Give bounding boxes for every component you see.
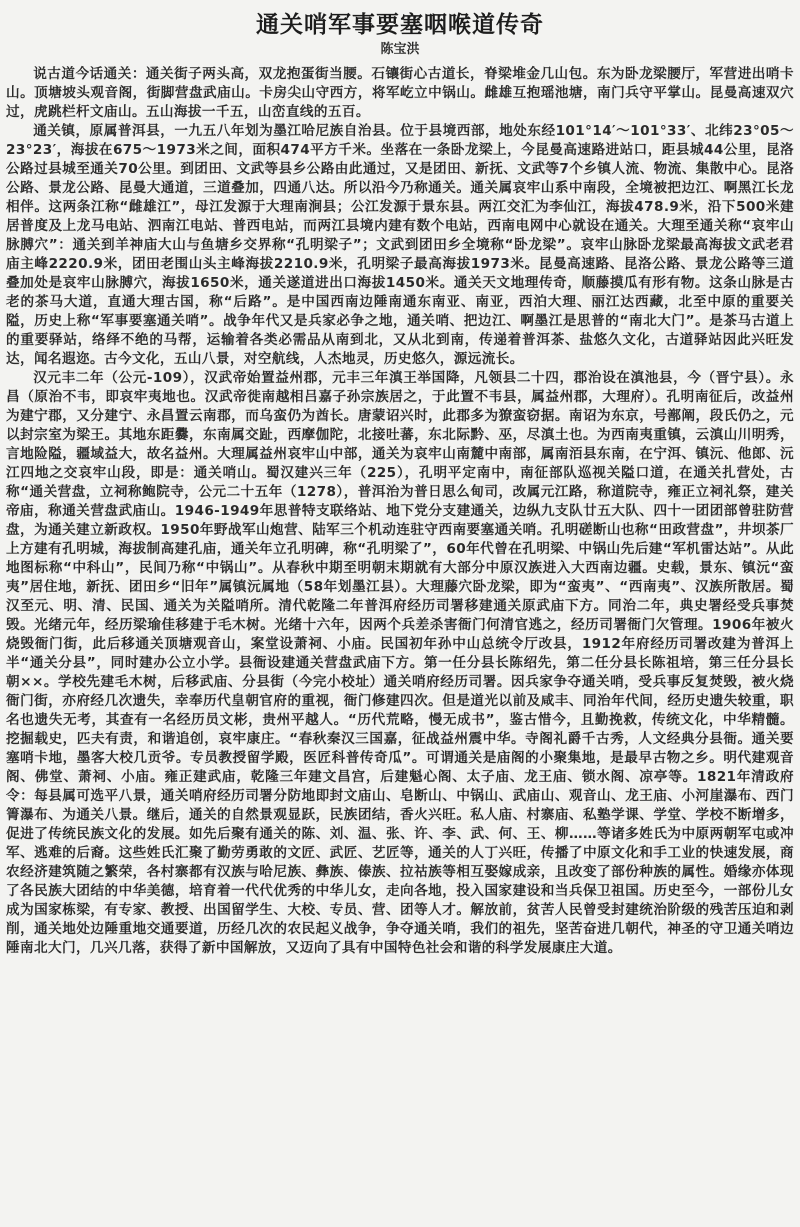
paragraph-town-geography: 通关镇，原属普洱县，一九五八年划为墨江哈尼族自治县。位于县境西部，地处东经101°14′～101°33′、北纬23°05～23°23′，海拔在675～1973米之间，面积474平方千米。坐落在一条卧龙梁上，今昆曼高速路进站口，距县城44公里，昆洛公路过县城至通关70公里。到团田、文武等县乡公路由此通过，又是团田、新抚、文武等7个乡镇人流、物流、集散中心。昆洛公路、景龙公路、昆曼大通道，三道叠加，四通八达。所以沿今乃称通关。通关属哀牢山系中南段，全境被把边江、啊黑江长龙相伴。这两条江称“雌雄江”，母江发源于大理南涧县；公江发源于景东县。两江交汇为李仙江，海拔478.9米，沿下500米建居普度及上龙马电站、泗南江电站、普西电站，而两江县境内建有数个电站，西南电网中心就设在通关。大理至通关称“哀牢山脉膊穴”：通关到羊神庙大山与鱼塘乡交界称“孔明梁子”；文武到团田乡全境称“卧龙梁”。哀牢山脉卧龙梁最高海拔文武老君庙主峰2220.9米，团田老围山头主峰海拔2210.9米，孔明梁子最高海拔1973米。昆曼高速路、昆洛公路、景龙公路等三道叠加处是哀牢山脉膊穴，海拔1650米，通关遂道进出口海拔1450米。通关天文地理传奇，顺藤摸瓜有形有物。这条山脉是古老的茶马大道，直通大理古国，称“后路”。是中国西南边陲南通东南亚、南亚，西泊大理、丽江达西藏，北至中原的重要关隘，历史上称“军事要塞通关哨”。战争年代又是兵家必争之地，通关哨、把边江、啊墨江是思普的“南北大门”。是茶马古道上的重要驿站，络绎不绝的马帮，运输着各类必需品从南到北，又从北到南，传递着普洱茶、盐悠久文化，古道驿站因此兴旺发达，闻名遐迩。古今文化，五山八景，对空航线，人杰地灵，历史悠久，源远流长。	[6, 123, 794, 367]
paragraph-opening-verse: 说古道今话通关：通关街子两头高，双龙抱蛋街当腰。石镶街心古道长，脊梁堆金几山包。东为卧龙梁腰厅，军营进出哨卡山。顶塘坡头观音阁，街脚营盘武庙山。卡房尖山守西方，将军屹立中锅山。雌雄互抱瑶池塘，南门兵守平掌山。昆曼高速双穴过，虎跳栏杆文庙山。五山海拔一千五，山峦直线的五百。	[6, 66, 794, 120]
document-body	[6, 65, 794, 958]
paragraph-history-narrative: 汉元丰二年（公元-109），汉武帝始置益州郡，元丰三年滇王举国降，凡领县二十四，郡治设在滇池县，今（晋宁县）。永昌（原治不韦，即哀牢夷地也。汉武帝徙南越相吕嘉子孙宗族居之，于此置不韦县，属益州郡，大理府）。孔明南征后，改益州为建宁郡，又分建宁、永昌置云南郡，而乌蛮仍为酋长。唐蒙诏兴时，此郡多为獠蛮窃据。南诏为东京，号鄯阐，段氏仍之，元以封宗室为梁王。其地东距爨，东南属交趾，西摩伽陀，北接吐蕃，东北际黔、巫，尽滇土也。为西南夷重镇，云滇山川明秀，言地险隘，疆域益大，故名益州。大理属益州哀牢山中部，通关为哀牢山南麓中南部，属南洦县东南，在宁洱、镇沅、他郎、沅江四地之交哀牢山段，即是：通关哨山。蜀汉建兴三年（225），孔明平定南中，南征部队巡视关隘口道，在通关扎营处，古称“通关营盘，立祠称鲍院寺，公元二十五年（1278），普洱治为普日思么甸司，改属元江路，称道院寺，雍正立祠礼祭，建关帝庙，称通关营盘武庙山。1946-1949年思普特支联络站、地下党分支建通关，边纵九支队廿五大队、四十一团团部曾驻防营盘，为通关建立新政权。1950年野战军山炮营、陆军三个机动连驻守西南要塞通关哨。孔明磋断山也称“田政营盘”，井坝茶厂上方建有孔明城，海拔制高建孔庙，通关年立孔明碑，称“孔明梁了”，60年代曾在孔明梁、中锅山先后建“军机雷达站”。从此地图标称“中科山”，民间乃称“中锅山”。从春秋中期至明朝末期就有大部分中原汉族进入大西南边疆。史载，景东、镇沅“蛮夷”居住地，新抚、团田乡“旧年”属镇沅属地（58年划墨江县）。大理藤穴卧龙梁，即为“蛮夷”、“西南夷”、汉族所散居。蜀汉至元、明、清、民国、通关为关隘哨所。清代乾隆二年普洱府经历司署移建通关原武庙下方。同治二年，典史署经受兵事焚毁。光绪元年，经历梁瑜佳移建于毛木树。光绪十六年，因两个兵差杀害衙门何清官逃之，经历司署衙门欠管理。1906年被火烧毁衙门街，此后移通关顶塘观音山，案堂设萧祠、小庙。民国初年孙中山总统令厅改县，1912年府经历司署改建为普洱上半“通关分县”，同时建办公立小学。县衙设建通关营盘武庙下方。第一任分县长陈绍先，第二任分县长陈祖培，第三任分县长朝××。学校先建毛木树，后移武庙、分县街（今完小校址）通关哨府经历司署。因兵家争夺通关哨，受兵事反复焚毁，被火烧衙门街，亦府经几次遗失，幸奉历代皇朝官府的重视，衙门修建四次。但是道光以前及咸丰、同治年代间，经历史遗失较重，职名也遗失无考，其查有一名经历员文彬，贵州平越人。“历代荒略，慢无成书”，鉴古惜今，且勤挽救，传统文化，中华精髓。挖掘载史，匹夫有责，和谐追创，哀牢康庄。“春秋秦汉三国嘉，征战益州震中华。寺阁礼爵千古秀，人文经典分县衙。通关要塞哨卡地，墨客大校几贡爷。专员教授留学殿，医匠科普传奇瓜”。可谓通关是庙阁的小聚集地，是最早古物之乡。明代建观音阁、佛堂、萧祠、小庙。雍正建武庙，乾隆三年建文昌宫，后建魁心阁、太子庙、龙王庙、锁水阁、凉亭等。1821年清政府令：每县属可选平八景，通关哨府经历司署分防地即封文庙山、皂断山、中锅山、武庙山、观音山、龙王庙、小河崖瀑布、西门箐瀑布、为通关八景。继后，通关的自然景观显跃，民族团结，香火兴旺。私人庙、村寨庙、私塾学课、学堂、学校不断增多，促进了传统民族文化的发展。如先后聚有通关的陈、刘、温、张、许、李、武、何、王、柳……等诸多姓氏为中原两朝军屯或冲军、逃难的后裔。这些姓氏汇聚了勤劳勇敢的文匠、武匠、艺匠等，通关的人丁兴旺，传播了中原文化和手工业的快速发展，商农经济建筑随之繁荣，各村寨都有汉族与哈尼族、彝族、傣族、拉祜族等相互娶嫁成亲，且改变了部份种族的属性。婚缘亦体现了各民族大团结的中华美德，培育着一代代优秀的中华儿女，走向各地，投入国家建设和当兵保卫祖国。历史至今，一部份儿女成为国家栋梁，有专家、教授、出国留学生、大校、专员、营、团等人才。解放前，贫苦人民曾受封建统治阶级的残苦压迫和剥削，通关地处边陲重地交通要道，历经几次的农民起义战争，争夺通关哨，我们的祖先，坚苦奋进几朝代，神圣的守卫通关哨边陲南北大门，几兴几落，获得了新中国解放，又迈向了具有中国特色社会和谐的科学发展康庄大道。	[6, 370, 794, 956]
document-author: 陈宝洪	[380, 42, 420, 57]
document-title: 通关哨军事要塞咽喉道传奇	[256, 12, 544, 38]
